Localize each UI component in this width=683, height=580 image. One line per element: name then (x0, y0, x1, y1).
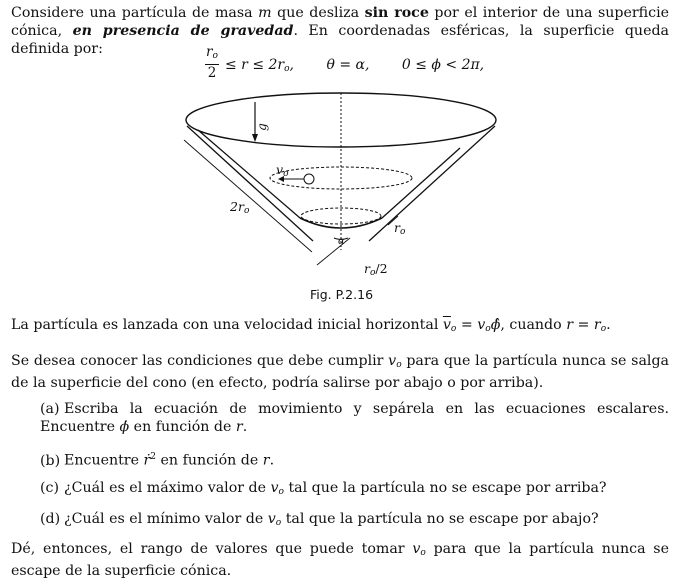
label-ro2-tail: /2 (375, 261, 388, 276)
item-a-text-1: Escriba la ecuación de movimiento y sepárela en las ecuaciones escalares. Encuentre (40, 401, 669, 435)
item-b-sym2: r (262, 452, 270, 469)
item-d-sub: o (275, 518, 282, 528)
gravity-arrowhead (252, 134, 258, 142)
surface-equation (205, 44, 525, 84)
dim-line-ro2 (317, 238, 350, 265)
item-b-text-3: . (269, 452, 275, 469)
launch-v-sub: o (450, 324, 457, 334)
launch-phi-hat: ϕ̂ (490, 317, 501, 333)
intro-italic-bold: en presencia de gravedad (72, 23, 294, 39)
cone-left-side (187, 126, 313, 241)
item-d-text-2: tal que la partícula no se escape por abajo? (281, 511, 599, 527)
conditions-text-2: para que la partícula nunca se salga de la superficie del cono (en efecto, podría salirse por abajo o por arriba). (11, 353, 669, 391)
fraction-ro-over-2 (205, 44, 219, 81)
conditions-v: v (388, 353, 397, 369)
dim-line-2ro (184, 140, 312, 252)
item-b-sym: ṙ (143, 452, 151, 469)
item-a-text-2: en función de (129, 419, 236, 435)
range-r-text: ≤ r ≤ 2r (225, 57, 285, 73)
conditions-paragraph (11, 352, 669, 392)
label-alpha: α (338, 236, 345, 247)
cone-figure (170, 88, 515, 288)
cone-diagram (170, 88, 515, 288)
closing-v-sub: o (420, 548, 426, 558)
frac-denominator: 2 (207, 65, 217, 81)
range-r (225, 56, 294, 78)
item-d-sym: v (267, 511, 276, 527)
label-ro-sub: o (399, 227, 406, 237)
conditions-text-1: Se desea conocer las condiciones que debe cumplir (11, 353, 389, 369)
range-r-end: , (289, 57, 294, 73)
frac-numerator-sub: o (212, 51, 218, 61)
label-ro-text: r (394, 220, 400, 235)
frac-numerator: r (206, 44, 213, 60)
item-d-label: (d) (40, 511, 61, 527)
range-r-sub: o (284, 64, 290, 74)
launch-text-2: , cuando (500, 317, 567, 333)
item-a-sym2: r (235, 419, 243, 435)
item-b-label: (b) (40, 452, 61, 469)
label-ro2 (364, 260, 388, 282)
launch-end: . (606, 317, 611, 333)
item-a-sym: ϕ̇ (119, 419, 130, 435)
launch-r-sub: o (600, 324, 607, 334)
label-2ro-text: 2r (230, 199, 244, 214)
closing-text-1: Dé, entonces, el rango de valores que puede tomar (11, 541, 413, 557)
label-g: g (254, 123, 269, 131)
item-c-sub: o (278, 487, 284, 497)
label-ro2-text: r (364, 261, 370, 276)
label-v (276, 161, 288, 183)
closing-text-2: para que la partícula nunca se escape de la superficie cónica. (11, 541, 669, 579)
label-2ro-sub: o (243, 206, 250, 216)
item-c-label: (c) (40, 480, 60, 496)
item-c-text-1: ¿Cuál es el máximo valor de (64, 480, 271, 496)
item-c-sym: v (270, 480, 279, 496)
intro-text-4: . En coordenadas esféricas, la superficie queda definida por: (11, 23, 670, 57)
item-b-text-1: Encuentre (64, 452, 144, 469)
inner-right-line (382, 148, 460, 218)
launch-paragraph (11, 316, 669, 338)
item-d (40, 510, 669, 532)
item-c (40, 479, 669, 501)
figure-caption: Fig. P.2.16 (309, 287, 374, 302)
item-d-text-1: ¿Cuál es el mínimo valor de (64, 511, 268, 527)
label-ro (394, 219, 405, 241)
cone-right-side (369, 126, 495, 241)
item-b-sup: 2 (150, 452, 157, 462)
intro-bold: sin roce (364, 5, 429, 21)
item-a-text-3: . (242, 419, 248, 435)
intro-text-3: por el interior de una superficie cónica, (11, 5, 670, 39)
label-v-sub: o (283, 169, 289, 179)
label-v-text: v (276, 162, 284, 177)
conditions-v-sub: o (396, 360, 402, 370)
launch-eq: = v (456, 317, 486, 333)
launch-r-cond: r = r (566, 317, 601, 333)
closing-v: v (412, 541, 421, 557)
label-2ro (230, 198, 249, 220)
intro-text-1: Considere una partícula de masa (11, 5, 259, 21)
mass-symbol: m (258, 5, 272, 21)
label-ro2-sub: o (369, 268, 376, 278)
item-c-text-2: tal que la partícula no se escape por arriba? (283, 480, 607, 496)
item-a-label: (a) (40, 401, 60, 417)
launch-v: $\overline{v}$ (442, 317, 451, 333)
particle-ball (304, 174, 314, 184)
launch-eq-sub: o (485, 324, 491, 334)
closing-paragraph (11, 540, 669, 580)
intro-text-2: que desliza (271, 5, 365, 21)
phi-range: 0 ≤ ϕ < 2π, (401, 57, 485, 73)
item-b-text-2: en función de (156, 452, 263, 469)
theta-eq: θ = α, (326, 57, 370, 73)
item-a (40, 400, 669, 436)
item-b (40, 448, 669, 470)
launch-text-1: La partícula es lanzada con una velocidad inicial horizontal (11, 317, 443, 333)
